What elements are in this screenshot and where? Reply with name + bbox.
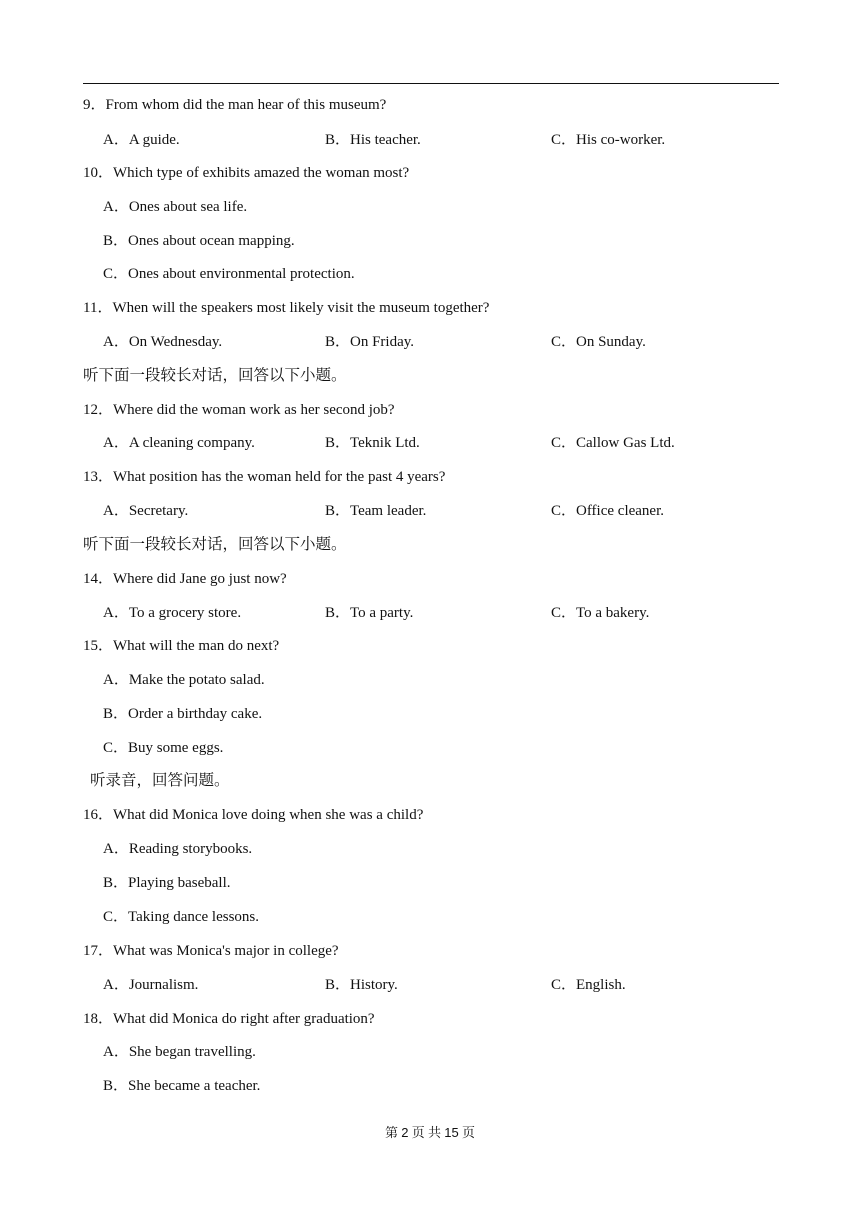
option-b: B．Teknik Ltd. (325, 435, 420, 451)
question-number: 18． (83, 1011, 114, 1027)
option-a: A．To a grocery store. (103, 605, 242, 621)
header-rule (83, 83, 779, 84)
question-16 (83, 805, 423, 825)
section-instruction: 听下面一段较长对话，回答以下小题。 (83, 536, 347, 553)
question-11 (83, 298, 489, 318)
question-17 (83, 941, 339, 961)
option-c: C．Taking dance lessons. (103, 909, 260, 925)
option-c: C．Callow Gas Ltd. (551, 435, 675, 451)
option-a: A．A cleaning company. (103, 435, 255, 451)
option-a: A．On Wednesday. (103, 334, 223, 350)
question-number: 16． (83, 807, 114, 823)
question-10 (83, 163, 409, 183)
question-12 (83, 400, 395, 420)
option-b: B．History. (325, 977, 398, 993)
option-b: B．To a party. (325, 605, 414, 621)
question-text: What will the man do next? (113, 638, 280, 654)
page-number: 2 (401, 1125, 409, 1140)
question-18 (83, 1009, 375, 1029)
option-b: B．Team leader. (325, 503, 427, 519)
option-a: A．Make the potato salad. (103, 672, 265, 688)
total-pages: 15 (444, 1125, 459, 1140)
footer-suffix: 页 (461, 1125, 475, 1140)
question-number: 11． (83, 300, 113, 316)
question-13 (83, 467, 445, 487)
question-text: When will the speakers most likely visit the museum together? (112, 300, 490, 316)
option-c: C．His co-worker. (551, 132, 666, 148)
option-c: C．Ones about environmental protection. (103, 266, 355, 282)
option-a: A．Secretary. (103, 503, 189, 519)
footer-mid: 页 共 (411, 1125, 442, 1140)
footer-prefix: 第 (385, 1125, 399, 1140)
question-text: What was Monica's major in college? (113, 943, 339, 959)
option-a: A．Ones about sea life. (103, 199, 248, 215)
question-text: From whom did the man hear of this museum? (105, 97, 387, 113)
question-number: 15． (83, 638, 114, 654)
question-number: 17． (83, 943, 114, 959)
question-14 (83, 569, 287, 589)
option-b: B．She became a teacher. (103, 1078, 261, 1094)
question-number: 10． (83, 165, 114, 181)
option-c: C．Buy some eggs. (103, 740, 224, 756)
question-text: What did Monica do right after graduation? (113, 1011, 375, 1027)
question-text: Where did the woman work as her second job? (113, 402, 395, 418)
question-number: 12． (83, 402, 114, 418)
section-instruction: 听录音，回答问题。 (90, 772, 230, 789)
option-c: C．Office cleaner. (551, 503, 665, 519)
question-text: What position has the woman held for the past 4 years? (113, 469, 446, 485)
option-c: C．English. (551, 977, 626, 993)
option-b: B．Ones about ocean mapping. (103, 233, 295, 249)
option-a: A．She began travelling. (103, 1044, 256, 1060)
question-number: 14． (83, 571, 114, 587)
option-b: B．Playing baseball. (103, 875, 231, 891)
option-a: A．Reading storybooks. (103, 841, 253, 857)
question-text: Which type of exhibits amazed the woman most? (113, 165, 410, 181)
option-a: A．Journalism. (103, 977, 199, 993)
question-9 (83, 95, 386, 115)
page-footer (0, 1124, 860, 1142)
option-a: A．A guide. (103, 132, 180, 148)
question-15 (83, 636, 279, 656)
option-c: C．On Sunday. (551, 334, 646, 350)
option-c: C．To a bakery. (551, 605, 650, 621)
section-instruction: 听下面一段较长对话，回答以下小题。 (83, 367, 347, 384)
question-text: Where did Jane go just now? (113, 571, 287, 587)
question-number: 13． (83, 469, 114, 485)
question-number: 9． (83, 97, 106, 113)
question-text: What did Monica love doing when she was a child? (113, 807, 424, 823)
option-b: B．Order a birthday cake. (103, 706, 263, 722)
option-b: B．On Friday. (325, 334, 415, 350)
option-b: B．His teacher. (325, 132, 421, 148)
